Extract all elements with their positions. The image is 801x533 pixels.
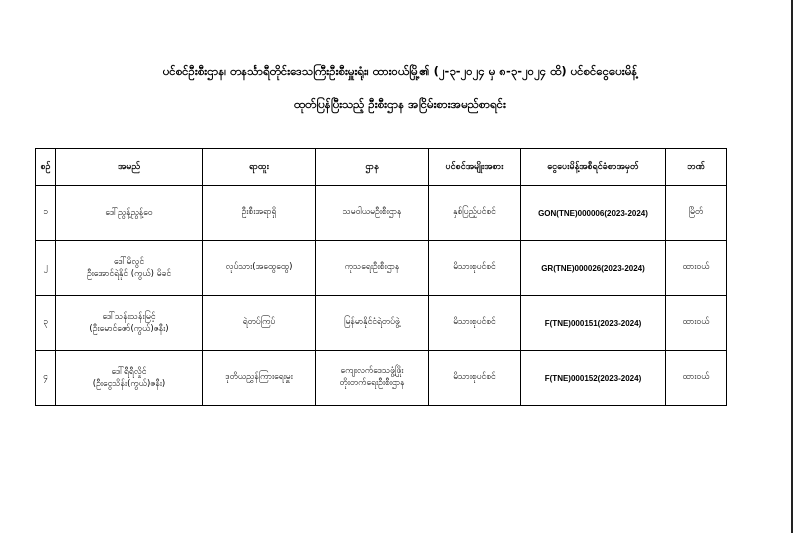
document-subtitle: ထုတ်ပြန်ပြီးသည့် ဦးစီးဌာန အငြိမ်းစားအမည်စာရင်း <box>294 97 506 111</box>
name-relation-line: ဦးအောင်ရဲနိုင် (ကွယ်) မိခင် <box>86 269 172 279</box>
cell-license-no: F(TNE)000151(2023-2024) <box>521 296 666 351</box>
cell-name <box>56 351 203 406</box>
cell-department: မြန်မာနိုင်ငံရဲတပ်ဖွဲ့ <box>316 296 429 351</box>
table-header-row <box>36 149 727 186</box>
cell-name <box>56 241 203 296</box>
name-line: ဒေါ်မိလွင် <box>113 256 145 267</box>
cell-bank: ထားဝယ် <box>666 241 727 296</box>
table-row <box>36 186 727 241</box>
cell-no: ၃ <box>36 296 56 351</box>
cell-pension-type: မိသားစုပင်စင် <box>429 241 521 296</box>
header-pension-type: ပင်စင်အမျိုးအစား <box>429 149 521 186</box>
cell-rank: လုပ်သား(အထွေထွေ) <box>203 241 316 296</box>
header-bank: ဘဏ် <box>666 149 727 186</box>
table-row <box>36 351 727 406</box>
header-no: စဉ် <box>36 149 56 186</box>
pension-recipient-table <box>35 148 727 406</box>
cell-no: ၄ <box>36 351 56 406</box>
header-rank: ရာထူး <box>203 149 316 186</box>
cell-no: ၁ <box>36 186 56 241</box>
cell-rank: ဦးစီးအရာရှိ <box>203 186 316 241</box>
document-title: ပင်စင်ဦးစီးဌာန၊ တနင်္သာရီတိုင်းဒေသကြီးဦးစီးမှူးရုံး၊ ထားဝယ်မြို့၏ (၂-၃-၂၀၂၄ မှ ၈-၃-၂၀၂၄ ထိ) ပင်စင်ငွေပေးမိန့် <box>162 64 638 78</box>
cell-department: သမဝါယမဦးစီးဌာန <box>316 186 429 241</box>
cell-department: ကျေးလက်ဒေသဖွံ့ဖြိုး တိုးတက်ရေးဦးစီးဌာန <box>316 351 429 406</box>
cell-name <box>56 296 203 351</box>
header-name: အမည် <box>56 149 203 186</box>
cell-pension-type: မိသားစုပင်စင် <box>429 296 521 351</box>
cell-name <box>56 186 203 241</box>
cell-bank: ထားဝယ် <box>666 296 727 351</box>
cell-pension-type: နှစ်ပြည့်ပင်စင် <box>429 186 521 241</box>
header-license-no: ငွေပေးမိန့်အစီရင်ခံစာအမှတ် <box>521 149 666 186</box>
cell-license-no: F(TNE)000152(2023-2024) <box>521 351 666 406</box>
cell-license-no: GON(TNE)000006(2023-2024) <box>521 186 666 241</box>
cell-department: ကုသရေးဦးစီးဌာန <box>316 241 429 296</box>
table-row <box>36 241 727 296</box>
name-line: ဒေါ်ညွန့်ညွန့်ဝေ <box>105 207 153 218</box>
table-row <box>36 296 727 351</box>
cell-bank: မြိတ် <box>666 186 727 241</box>
name-line: ဒေါ်သန်းသန်းမြင့် <box>102 311 156 322</box>
name-line: ဒေါ်ရီရီလှိုင် <box>111 366 147 377</box>
header-department: ဌာန <box>316 149 429 186</box>
name-relation-line: (ဦးမောင်ဇော်(ကွယ်)ဇနီး) <box>89 324 169 334</box>
cell-no: ၂ <box>36 241 56 296</box>
cell-license-no: GR(TNE)000026(2023-2024) <box>521 241 666 296</box>
cell-pension-type: မိသားစုပင်စင် <box>429 351 521 406</box>
cell-bank: ထားဝယ် <box>666 351 727 406</box>
cell-rank: ဒုတိယညွှန်ကြားရေးမှူး <box>203 351 316 406</box>
cell-rank: ရဲတပ်ကြပ် <box>203 296 316 351</box>
page-edge-divider <box>791 0 793 533</box>
name-relation-line: (ဦးငွေသိန်း(ကွယ်)ဇနီး) <box>92 379 166 389</box>
